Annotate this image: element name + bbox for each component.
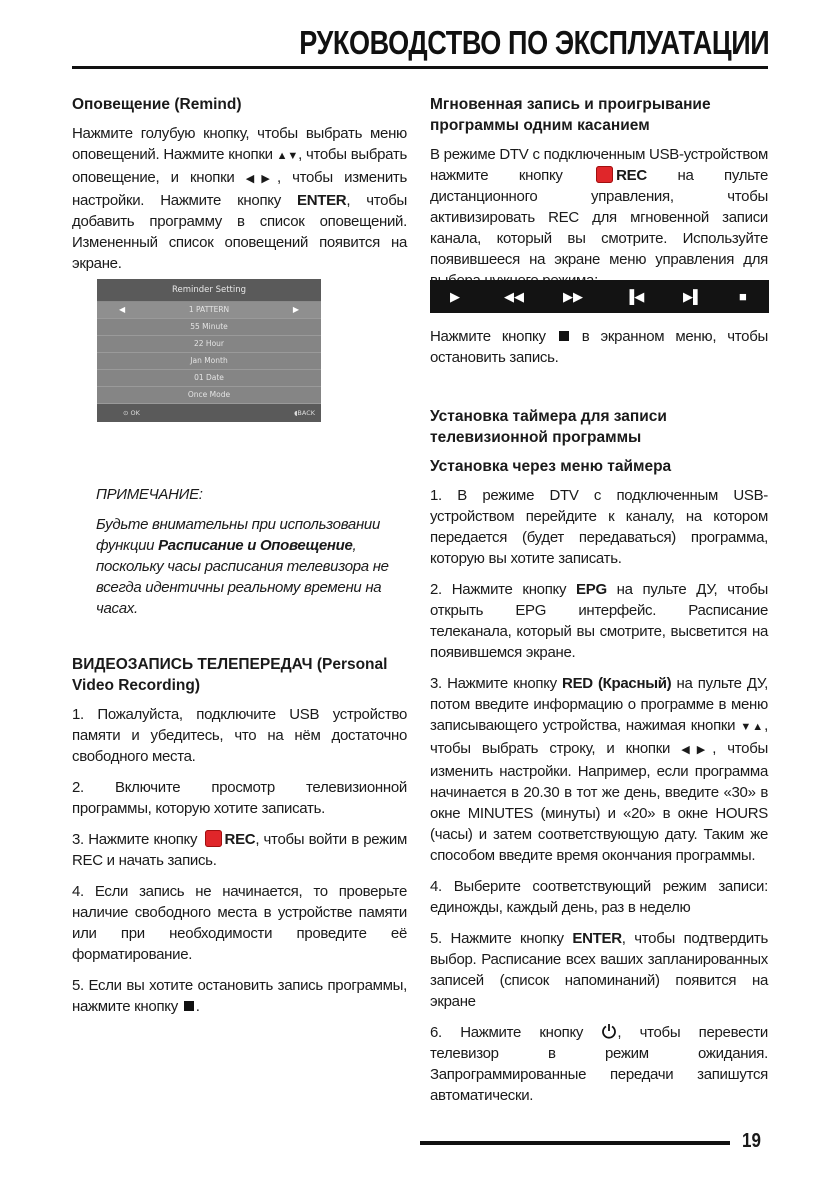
- fast-forward-icon[interactable]: ▶▶: [563, 289, 583, 304]
- pvr-heading: ВИДЕОЗАПИСЬ ТЕЛЕПЕРЕДАЧ (Personal Video Recording): [72, 656, 388, 694]
- reminder-row-month: Jan Month: [97, 353, 321, 370]
- reminder-row-hour: 22 Hour: [97, 336, 321, 353]
- left-arrow-icon: ◀: [119, 305, 126, 314]
- down-up-arrows-icon: ▼▲: [740, 721, 765, 733]
- page-title: РУКОВОДСТВО ПО ЭКСПЛУАТАЦИИ: [298, 24, 769, 61]
- stop-icon: [184, 1001, 194, 1011]
- timer-subheading: Установка через меню таймера: [430, 458, 672, 475]
- note-block: [96, 484, 408, 619]
- reminder-row-pattern: ◀ 1 PATTERN ▶: [97, 302, 321, 319]
- recording-control-bar: [430, 280, 769, 313]
- reminder-row-date: 01 Date: [97, 370, 321, 387]
- previous-icon[interactable]: ▐◀: [625, 289, 645, 304]
- timer-step-4: 4. Выберите соответствующий режим записи: единожды, каждый день, раз в неделю: [430, 878, 768, 916]
- timer-step-5: 5. Нажмите кнопку ENTER, чтобы подтвердить выбор. Расписание всех ваших запланированных записей (список напоминаний) появится на экране: [430, 930, 769, 1010]
- note-label: ПРИМЕЧАНИЕ:: [96, 486, 203, 503]
- timer-step-6: 6. Нажмите кнопку , чтобы перевести телевизор в режим ожидания. Запрограммированные передачи запишутся автоматически.: [430, 1024, 768, 1104]
- onetouch-heading: Мгновенная запись и проигрывание программы одним касанием: [430, 96, 711, 134]
- right-column-bottom: [430, 326, 768, 1116]
- pvr-step-5: 5. Если вы хотите остановить запись программы, нажмите кнопку .: [72, 977, 407, 1015]
- header-rule: [72, 66, 768, 69]
- timer-step-3: 3. Нажмите кнопку RED (Красный) на пульте ДУ, потом введите информацию о программе в меню записывающего устройства, нажимая кнопки ▼▲, чтобы выбрать строку, и кнопки ◀▶, чтобы изменить настройки. Например, если программа начинается в 20.30 в тот же день, введите «30» в окне MINUTES (минуты) и «20» в окне HOURS (часы) и затем соответствующую дату. Таким же способом введите время окончания программы.: [430, 675, 768, 864]
- note-text: Будьте внимательны при использовании функции Расписание и Оповещение, поскольку часы расписания телевизора не всегда идентичны реальному времени на часах.: [96, 516, 389, 617]
- stop-instruction: Нажмите кнопку в экранном меню, чтобы остановить запись.: [430, 328, 768, 366]
- reminder-setting-menu: [97, 279, 321, 420]
- play-icon[interactable]: ▶: [450, 289, 460, 304]
- timer-step-1: 1. В режиме DTV с подключенным USB-устройством перейдите к каналу, на котором передается (будет передаваться) программа, которую вы хотите записать.: [430, 487, 768, 567]
- up-down-arrows-icon: ▲▼: [276, 150, 299, 162]
- left-right-arrows-icon: ◀▶: [681, 744, 713, 756]
- stop-icon: [559, 331, 569, 341]
- remind-text: Нажмите голубую кнопку, чтобы выбрать меню оповещений. Нажмите кнопки ▲▼, чтобы выбрать оповещение, и кнопки ◀▶, чтобы изменить настройки. Нажмите кнопку ENTER, чтобы добавить программу в список оповещений. Измененный список оповещений появится на экране.: [72, 125, 408, 272]
- timer-heading: Установка таймера для записи телевизионной программы: [430, 408, 667, 446]
- pvr-section: [72, 654, 407, 1027]
- footer-rule: [420, 1141, 730, 1145]
- power-icon: [601, 1023, 617, 1039]
- left-column: [72, 94, 407, 284]
- right-arrow-icon: ▶: [292, 305, 299, 314]
- reminder-menu-title: Reminder Setting: [97, 279, 321, 302]
- onetouch-text: В режиме DTV с подключенным USB-устройством нажмите кнопку REC на пульте дистанционного управления, чтобы активизировать REC для мгновенной записи канала, который вы смотрите. Используйте появившееся на экране меню управления для: [430, 146, 768, 268]
- timer-step-2: 2. Нажмите кнопку EPG на пульте ДУ, чтобы открыть EPG интерфейс. Расписание телеканала, который вы смотрите, высветится на появившемся экране.: [430, 581, 768, 661]
- pvr-step-2: 2. Включите просмотр телевизионной программы, которую хотите записать.: [72, 779, 407, 817]
- left-right-arrows-icon: ◀▶: [245, 173, 277, 185]
- ok-hint: ⊙ OK: [123, 409, 140, 417]
- reminder-menu-footer: [97, 404, 321, 422]
- next-icon[interactable]: ▶▌: [683, 289, 703, 304]
- pvr-step-4: 4. Если запись не начинается, то проверьте наличие свободного места в устройстве памяти или при необходимости проведите её форматирование.: [72, 883, 407, 963]
- rewind-icon[interactable]: ◀◀: [504, 289, 524, 304]
- right-column-top: [430, 94, 768, 301]
- page-number: 19: [742, 1130, 761, 1152]
- remind-heading: Оповещение (Remind): [72, 96, 242, 113]
- rec-button-icon: [205, 830, 222, 847]
- rec-button-icon: [596, 166, 613, 183]
- reminder-row-minute: 55 Minute: [97, 319, 321, 336]
- pvr-step-1: 1. Пожалуйста, подключите USB устройство памяти и убедитесь, что на нём достаточно свободного места.: [72, 706, 407, 765]
- stop-icon[interactable]: ■: [739, 289, 747, 304]
- reminder-row-mode: Once Mode: [97, 387, 321, 404]
- back-hint: ◖BACK: [293, 409, 315, 417]
- pvr-step-3: 3. Нажмите кнопку REC, чтобы войти в режим REC и начать запись.: [72, 831, 407, 869]
